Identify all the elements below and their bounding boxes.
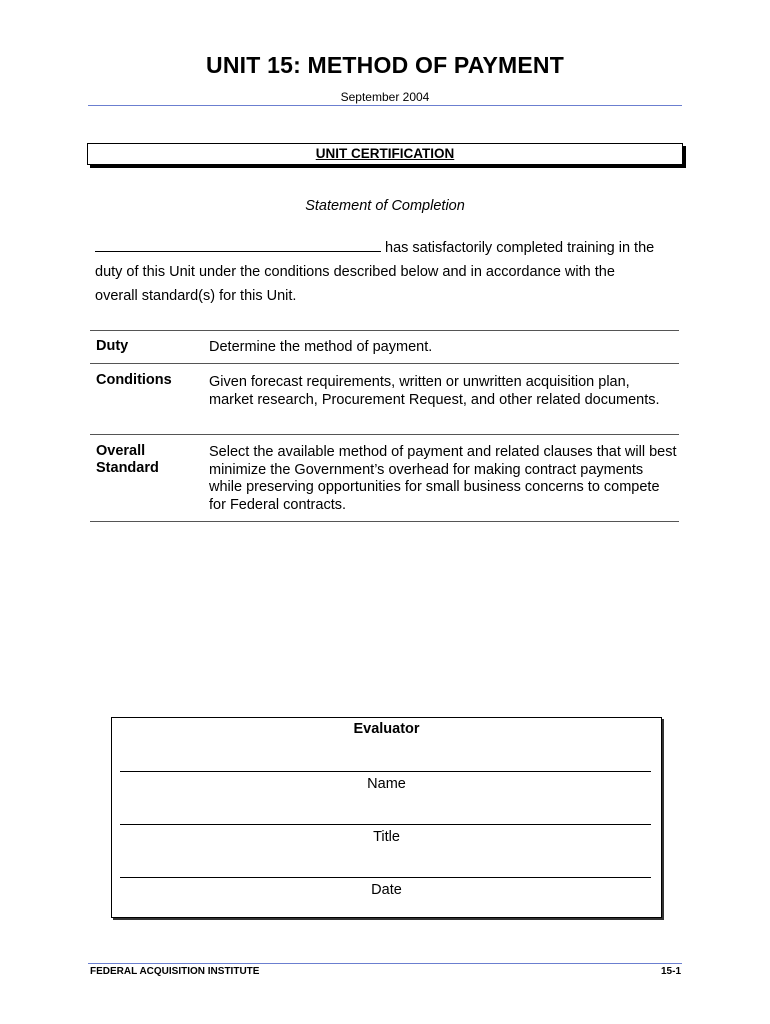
table-row-divider (90, 363, 679, 364)
footer-divider (88, 963, 682, 964)
footer-organization: FEDERAL ACQUISITION INSTITUTE (90, 966, 260, 977)
overall-standard-label (96, 443, 159, 477)
duty-text: Determine the method of payment. (209, 339, 433, 355)
overall-label-line2: Standard (96, 460, 159, 476)
header-divider (88, 105, 682, 106)
trainee-name-blank[interactable] (95, 236, 381, 252)
completion-sentence-part1: has satisfactorily completed training in the (385, 240, 655, 256)
completion-paragraph (95, 236, 675, 308)
evaluator-title: Evaluator (353, 721, 420, 737)
unit-certification-heading (87, 143, 683, 165)
completion-sentence-part3: overall standard(s) for this Unit. (95, 288, 297, 304)
document-date: September 2004 (340, 90, 430, 104)
completion-sentence-part2: duty of this Unit under the conditions described below and in accordance with the (95, 264, 615, 280)
table-top-rule (90, 330, 679, 331)
evaluator-date-label: Date (371, 882, 402, 898)
evaluator-title-label: Title (373, 829, 400, 845)
conditions-text: Given forecast requirements, written or unwritten acquisition plan, market research, Procurement Request, and other related documents. (209, 374, 660, 408)
evaluator-name-label: Name (367, 776, 406, 792)
evaluator-date-line[interactable] (120, 877, 651, 878)
evaluator-title-line[interactable] (120, 824, 651, 825)
statement-of-completion: Statement of Completion (305, 198, 465, 214)
evaluator-box (111, 717, 662, 918)
page-number: 15-1 (660, 966, 681, 977)
table-bottom-rule (90, 521, 679, 522)
page-title: UNIT 15: METHOD OF PAYMENT (206, 52, 564, 78)
table-row-divider (90, 434, 679, 435)
overall-standard-text: Select the available method of payment and related clauses that will best minimize the Government’s overhead for making contract payments while preserving opportunities for small business concerns to compete for Federal contracts. (209, 444, 677, 513)
conditions-label: Conditions (96, 372, 172, 388)
evaluator-name-line[interactable] (120, 771, 651, 772)
duty-label: Duty (96, 338, 129, 354)
unit-certification-label: UNIT CERTIFICATION (315, 146, 455, 161)
overall-label-line1: Overall (96, 443, 146, 459)
